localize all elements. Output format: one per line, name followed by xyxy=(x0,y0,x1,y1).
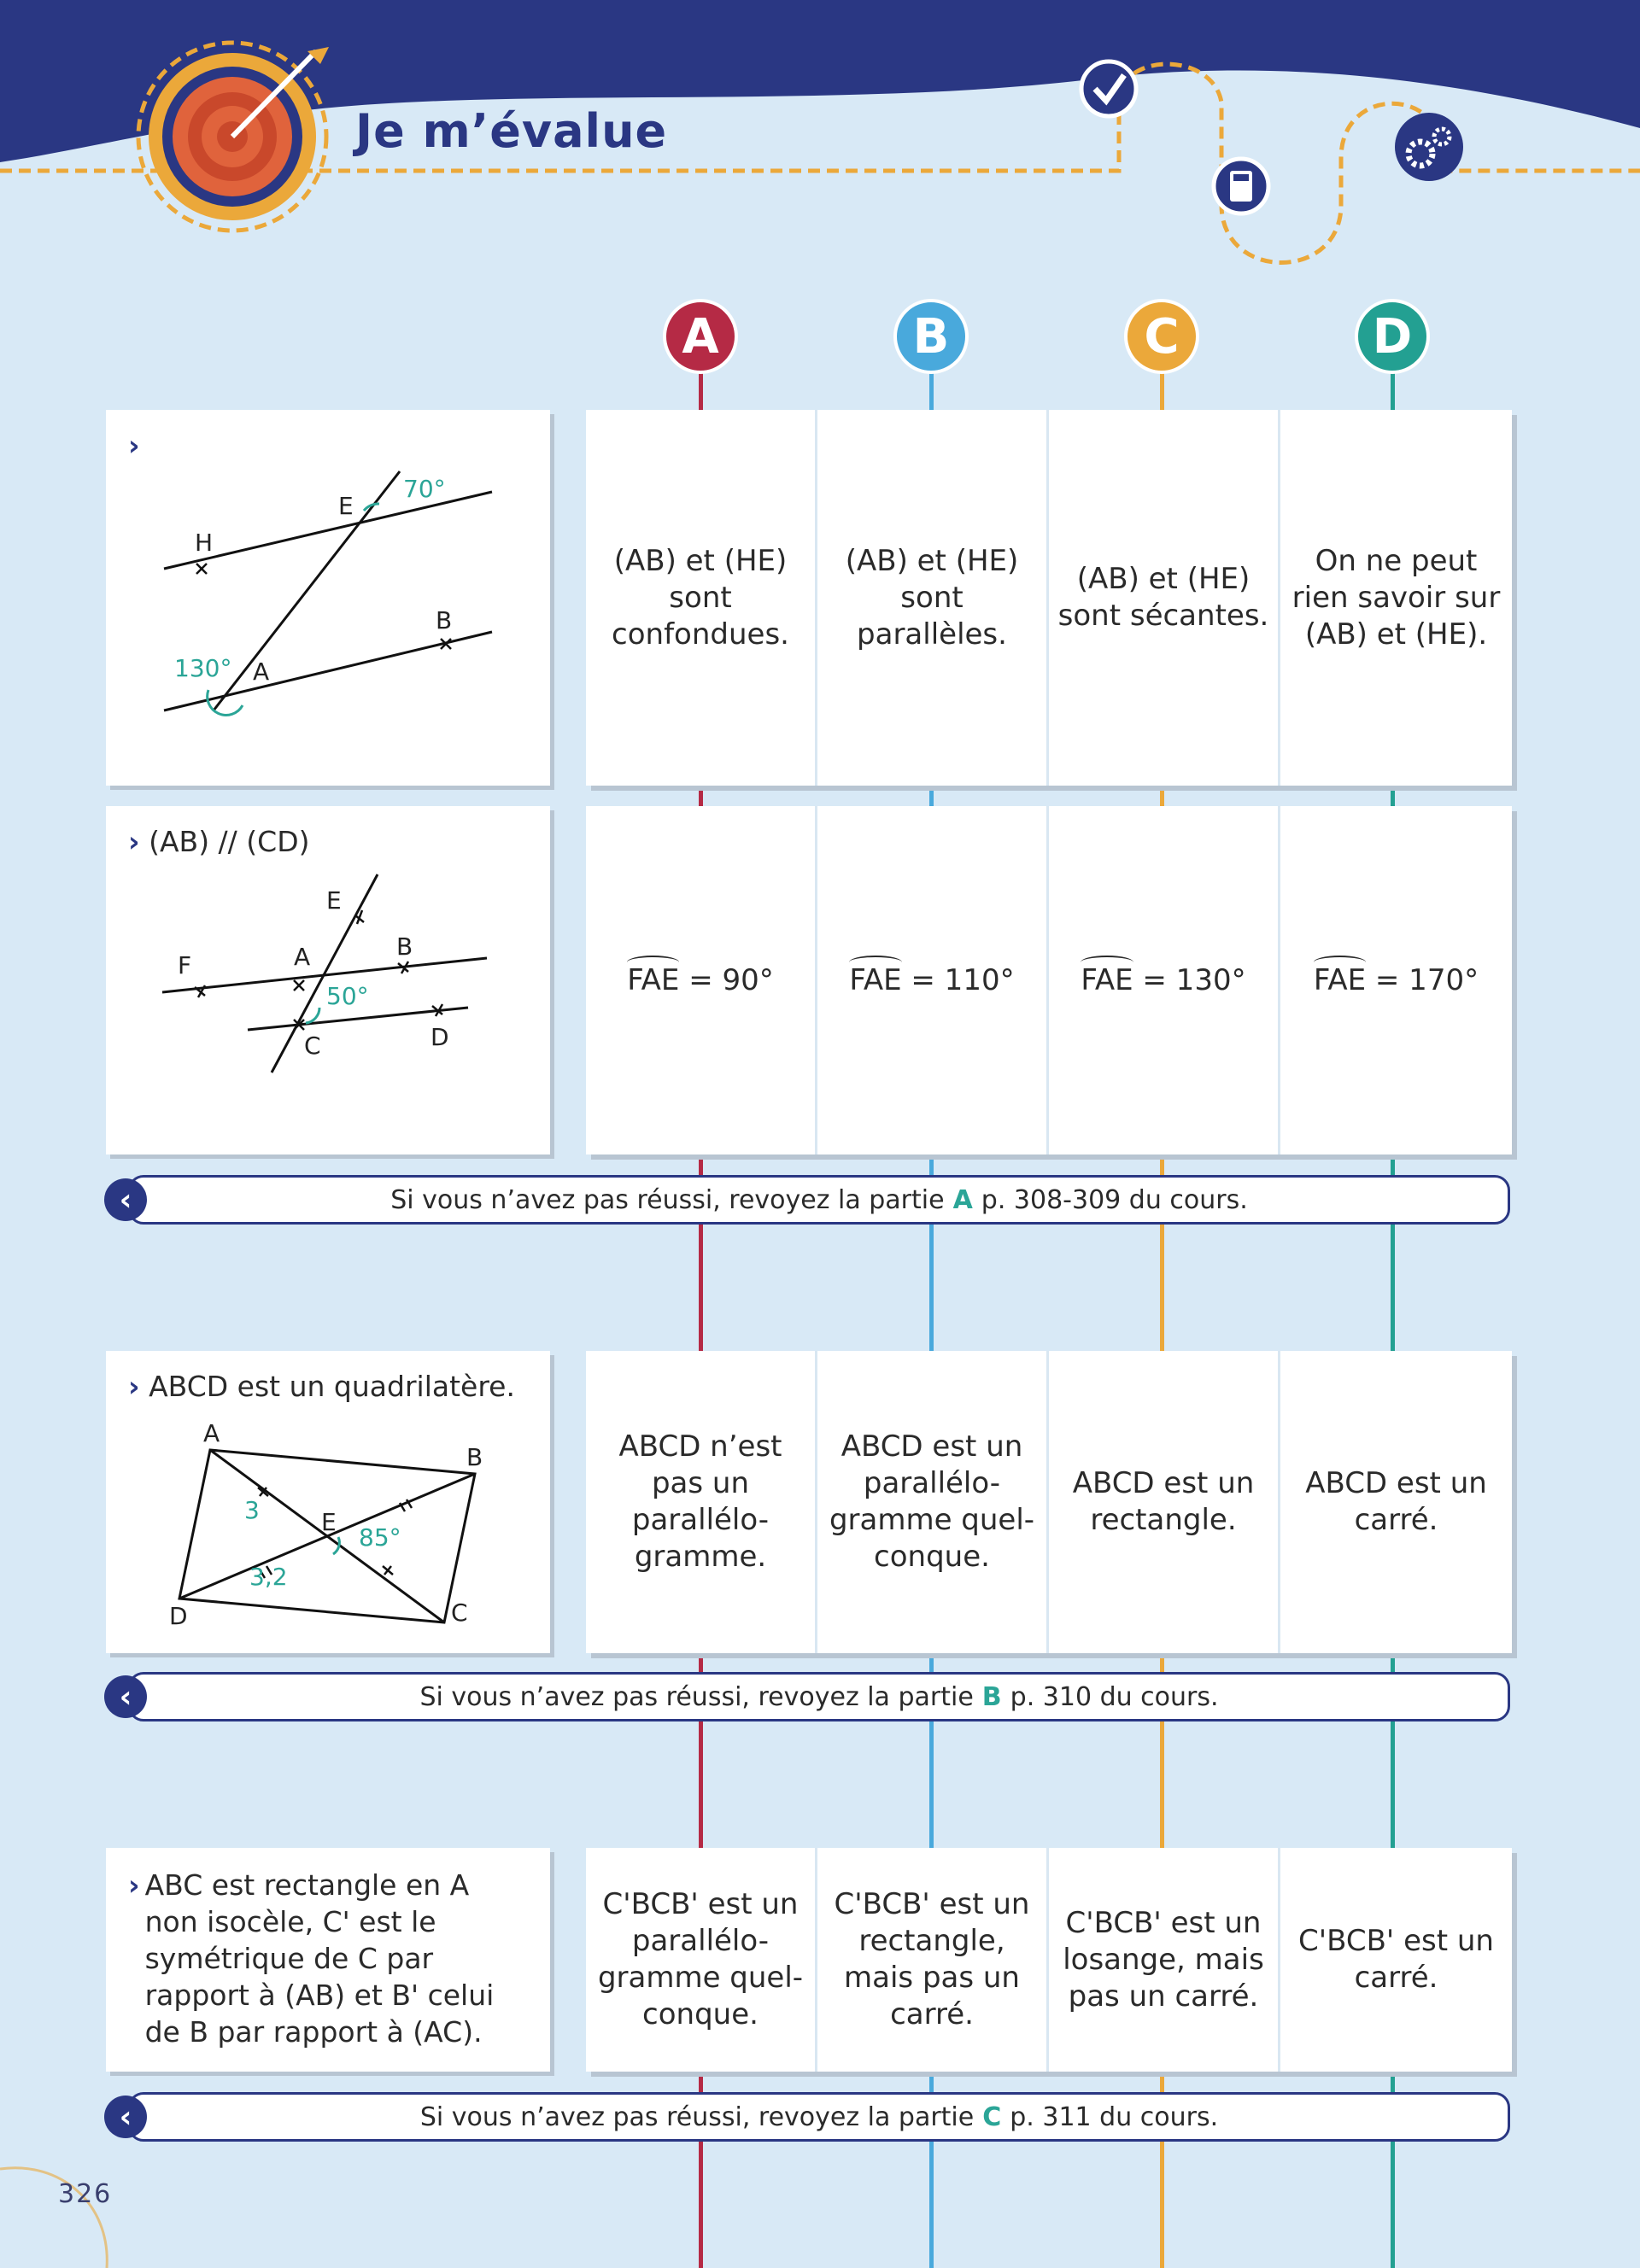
svg-text:3,2: 3,2 xyxy=(249,1563,288,1591)
back-arrow-icon[interactable]: ‹ xyxy=(104,1178,147,1221)
chevron-icon: › xyxy=(128,825,140,858)
svg-text:E: E xyxy=(326,886,342,915)
chevron-icon: › xyxy=(128,429,140,462)
answer-1b[interactable]: (AB) et (HE) sont parallèles. xyxy=(817,410,1046,786)
page-number: 326 xyxy=(58,2179,113,2209)
question-1-box xyxy=(106,410,550,786)
svg-text:B: B xyxy=(466,1443,483,1471)
svg-text:A: A xyxy=(253,658,270,686)
question-3-box xyxy=(106,1351,550,1653)
review-banner-c[interactable]: Si vous n’avez pas réussi, revoyez la partie C p. 311 du cours. xyxy=(128,2092,1510,2142)
column-header-d: D xyxy=(1355,299,1430,374)
svg-text:D: D xyxy=(430,1023,449,1051)
question-2-figure xyxy=(106,806,550,1154)
answer-3a[interactable]: ABCD n’est pas un parallélo-gramme. xyxy=(586,1351,815,1653)
svg-text:F: F xyxy=(178,951,192,979)
gears-icon xyxy=(1395,113,1463,181)
question-4-box xyxy=(106,1848,550,2072)
column-header-a: A xyxy=(663,299,738,374)
header-banner xyxy=(0,0,1640,282)
corner-arc xyxy=(0,2152,120,2268)
svg-text:B: B xyxy=(396,932,413,961)
review-banner-a[interactable]: Si vous n’avez pas réussi, revoyez la partie A p. 308-309 du cours. xyxy=(128,1175,1510,1225)
svg-text:3: 3 xyxy=(244,1496,260,1524)
answer-4d[interactable]: C'BCB' est un carré. xyxy=(1280,1848,1512,2072)
svg-text:E: E xyxy=(338,492,354,520)
page-title: Je m’évalue xyxy=(355,104,668,158)
target-icon xyxy=(138,43,329,231)
answer-2a[interactable]: FAE = 90° xyxy=(586,806,815,1154)
answer-1a[interactable]: (AB) et (HE) sont confondues. xyxy=(586,410,815,786)
svg-text:130°: 130° xyxy=(174,654,232,682)
answer-1d[interactable]: On ne peut rien savoir sur (AB) et (HE). xyxy=(1280,410,1512,786)
calculator-icon xyxy=(1214,159,1268,213)
svg-text:85°: 85° xyxy=(359,1523,401,1552)
svg-text:A: A xyxy=(203,1419,220,1447)
review-banner-b[interactable]: Si vous n’avez pas réussi, revoyez la partie B p. 310 du cours. xyxy=(128,1672,1510,1721)
svg-text:C: C xyxy=(304,1032,321,1060)
checkmark-icon xyxy=(1081,61,1136,116)
svg-text:C: C xyxy=(451,1599,468,1627)
back-arrow-icon[interactable]: ‹ xyxy=(104,2096,147,2138)
answer-2d[interactable]: FAE = 170° xyxy=(1280,806,1512,1154)
column-header-b: B xyxy=(893,299,969,374)
answer-3c[interactable]: ABCD est un rectangle. xyxy=(1049,1351,1278,1653)
chevron-icon: › xyxy=(128,1868,140,1902)
question-2-box xyxy=(106,806,550,1154)
column-header-c: C xyxy=(1124,299,1199,374)
answer-2c[interactable]: FAE = 130° xyxy=(1049,806,1278,1154)
answer-2b[interactable]: FAE = 110° xyxy=(817,806,1046,1154)
answer-1c[interactable]: (AB) et (HE) sont sécantes. xyxy=(1049,410,1278,786)
question-1-figure xyxy=(106,410,550,786)
chevron-icon: › xyxy=(128,1370,140,1403)
answer-4b[interactable]: C'BCB' est un rectangle, mais pas un carré. xyxy=(817,1848,1046,2072)
answer-3b[interactable]: ABCD est un parallélo-gramme quel-conque. xyxy=(817,1351,1046,1653)
question-2-prompt: (AB) // (CD) xyxy=(149,825,310,858)
svg-text:D: D xyxy=(169,1602,188,1630)
answer-4a[interactable]: C'BCB' est un parallélo-gramme quel-conque. xyxy=(586,1848,815,2072)
svg-text:E: E xyxy=(321,1508,337,1536)
svg-text:H: H xyxy=(195,529,214,557)
answer-4c[interactable]: C'BCB' est un losange, mais pas un carré. xyxy=(1049,1848,1278,2072)
svg-text:A: A xyxy=(294,943,311,971)
back-arrow-icon[interactable]: ‹ xyxy=(104,1675,147,1718)
question-4-prompt: ABC est rectangle en A non isocèle, C' est le symétrique de C par rapport à (AB) et B' celui de B par rapport à (AC). xyxy=(144,1868,495,2049)
svg-text:50°: 50° xyxy=(326,982,369,1010)
question-3-figure xyxy=(106,1351,550,1653)
answer-3d[interactable]: ABCD est un carré. xyxy=(1280,1351,1512,1653)
question-3-prompt: ABCD est un quadrilatère. xyxy=(149,1370,515,1403)
svg-text:70°: 70° xyxy=(403,475,446,503)
svg-text:B: B xyxy=(436,606,453,634)
